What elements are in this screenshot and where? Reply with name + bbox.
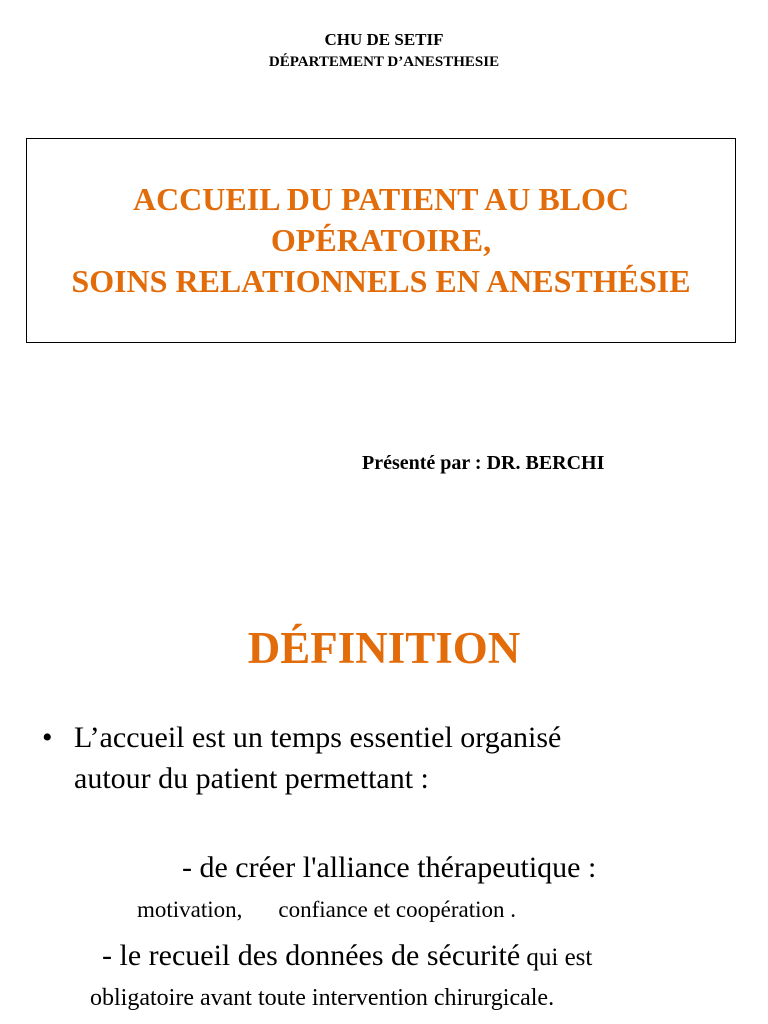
point-alliance: - de créer l'alliance thérapeutique :	[182, 851, 597, 884]
title-line-3: SOINS RELATIONNELS EN ANESTHÉSIE	[71, 263, 691, 299]
presenter-line: Présenté par : DR. BERCHI	[362, 452, 605, 474]
point-security-main: - le recueil des données de sécurité	[102, 939, 521, 972]
bullet-marker: •	[42, 721, 53, 754]
point-security-tail: qui est	[520, 944, 593, 971]
point-alliance-detail	[137, 895, 516, 925]
point-security-continuation: obligatoire avant toute intervention chirurgicale.	[90, 985, 555, 1011]
definition-intro-line-1: L’accueil est un temps essentiel organisé	[74, 721, 562, 754]
department-name: DÉPARTEMENT D’ANESTHESIE	[268, 54, 500, 70]
section-title: DÉFINITION	[247, 623, 521, 673]
detail-confidence: confiance et coopération .	[278, 897, 516, 922]
title-line-2: OPÉRATOIRE,	[270, 222, 492, 258]
point-security-data	[102, 938, 592, 979]
title-box	[26, 138, 736, 343]
hospital-name: CHU DE SETIF	[324, 30, 444, 49]
detail-motivation: motivation,	[137, 897, 243, 922]
title-line-1: ACCUEIL DU PATIENT AU BLOC	[132, 181, 630, 217]
definition-intro-line-2: autour du patient permettant :	[74, 762, 429, 795]
